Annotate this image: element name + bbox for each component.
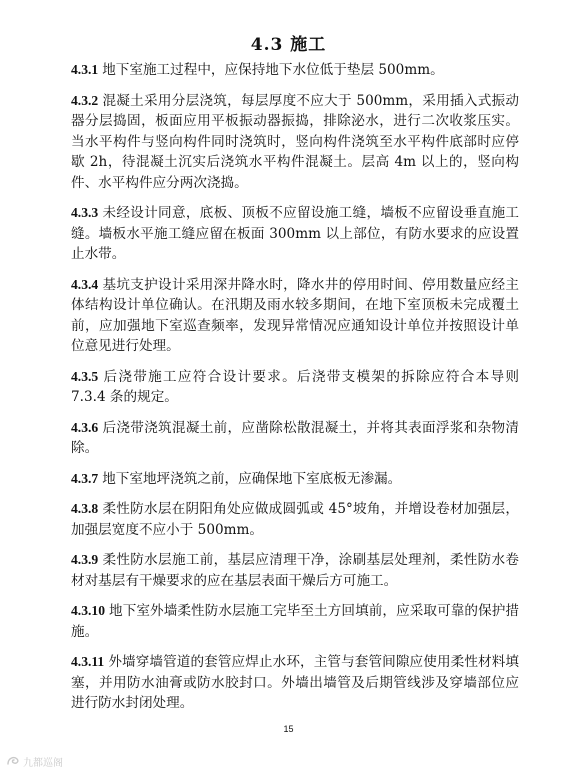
- clause-text: 外墙穿墙管道的套管应焊止水环，主管与套管间隙应使用柔性材料填塞，并用防水油膏或防水胶封口。外墙出墙管及后期管线涉及穿墙部位应进行防水封闭处理。: [71, 654, 519, 711]
- clause-text: 混凝土采用分层浇筑，每层厚度不应大于 500mm，采用插入式振动器分层捣固，板面应用平板振动器振捣，排除泌水，进行二次收浆压实。当水平构件与竖向构件同时浇筑时，竖向构件浇筑至水平构件底部时应停歇 2h，待混凝土沉实后浇筑水平构件混凝土。层高 4m 以上的，竖向构件、水平构件应分两次浇捣。: [71, 92, 519, 191]
- clause-4-3-7: [71, 469, 519, 490]
- clause-4-3-8: [71, 499, 519, 540]
- clause-4-3-11: [71, 652, 519, 714]
- clause-4-3-5: [71, 367, 519, 408]
- clause-text: 后浇带施工应符合设计要求。后浇带支模架的拆除应符合本导则 7.3.4 条的规定。: [71, 368, 519, 405]
- clause-4-3-2: [71, 91, 519, 194]
- clause-4-3-6: [71, 418, 519, 459]
- watermark: [6, 754, 63, 768]
- page-number: 15: [283, 724, 294, 734]
- clause-number: 4.3.1: [71, 62, 99, 77]
- clause-number: 4.3.2: [71, 92, 99, 108]
- clause-text: 柔性防水层在阴阳角处应做成圆弧或 45°坡角，并增设卷材加强层，加强层宽度不应小于 500mm。: [71, 501, 519, 538]
- section-title: 4.3 施工: [250, 35, 327, 55]
- clause-number: 4.3.11: [71, 654, 105, 669]
- clause-number: 4.3.8: [71, 501, 99, 516]
- clause-text: 地下室施工过程中，应保持地下水位低于垫层 500mm。: [102, 62, 444, 78]
- watermark-text: 九都巡阁: [23, 757, 63, 769]
- clause-text: 地下室地坪浇筑之前，应确保地下室底板无渗漏。: [102, 470, 402, 487]
- clause-number: 4.3.7: [71, 470, 99, 486]
- clause-text: 地下室外墙柔性防水层施工完毕至土方回填前，应采取可靠的保护措施。: [71, 603, 519, 640]
- clause-text: 未经设计同意，底板、顶板不应留设施工缝，墙板不应留设垂直施工缝。墙板水平施工缝应留在板面 300mm 以上部位，有防水要求的应设置止水带。: [71, 205, 519, 262]
- clause-4-3-3: [71, 203, 519, 265]
- clause-list: [71, 60, 519, 724]
- clause-text: 后浇带浇筑混凝土前，应凿除松散混凝土，并将其表面浮浆和杂物清除。: [71, 419, 519, 456]
- logo-swirl-icon: [6, 755, 20, 767]
- clause-4-3-9: [71, 550, 519, 591]
- clause-number: 4.3.4: [71, 276, 99, 292]
- clause-4-3-4: [71, 275, 519, 357]
- clause-number: 4.3.10: [71, 603, 105, 618]
- clause-4-3-10: [71, 601, 519, 642]
- clause-text: 基坑支护设计采用深井降水时，降水井的停用时间、停用数量应经主体结构设计单位确认。在汛期及雨水较多期间，在地下室顶板未完成覆土前，应加强地下室巡查频率，发现异常情况应通知设计单位并按照设计单位意见进行处理。: [71, 276, 519, 354]
- clause-4-3-1: [71, 60, 519, 81]
- clause-number: 4.3.6: [71, 419, 99, 435]
- clause-number: 4.3.9: [71, 552, 99, 567]
- clause-number: 4.3.5: [71, 368, 99, 384]
- clause-number: 4.3.3: [71, 205, 99, 220]
- clause-text: 柔性防水层施工前，基层应清理干净，涂刷基层处理剂，柔性防水卷材对基层有干燥要求的应在基层表面干燥后方可施工。: [71, 552, 519, 589]
